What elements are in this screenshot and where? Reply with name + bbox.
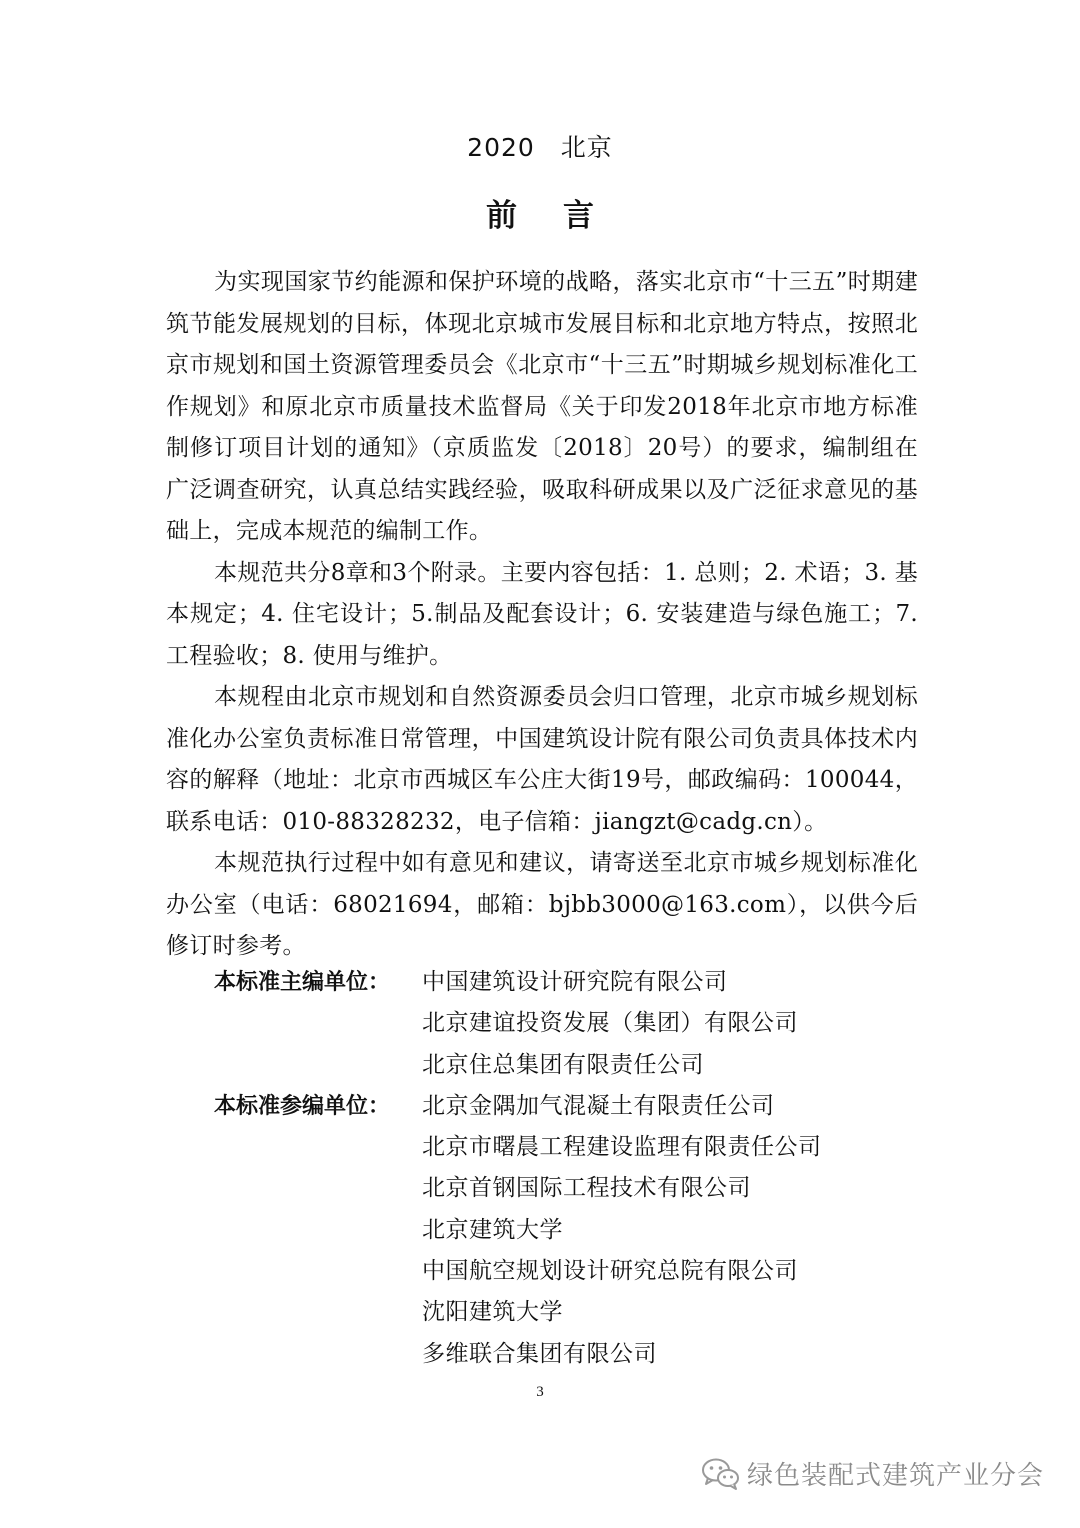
list-item: 北京金隅加气混凝土有限责任公司 [422, 1092, 775, 1119]
list-item: 多维联合集团有限公司 [422, 1340, 657, 1367]
list-item: 沈阳建筑大学 [422, 1299, 563, 1326]
header-city: 北京 [560, 133, 613, 162]
list-item: 北京住总集团有限责任公司 [422, 1051, 704, 1078]
participating-units [214, 1086, 914, 1375]
units-section [214, 962, 914, 1375]
paragraph-feedback: 本规范执行过程中如有意见和建议，请寄送至北京市城乡规划标准化办公室（电话：68021694，邮箱：bjbb3000@163.com），以供今后修订时参考。 [166, 850, 918, 959]
page-number: 3 [536, 1384, 544, 1400]
paragraph-purpose: 为实现国家节约能源和保护环境的战略，落实北京市“十三五”时期建筑节能发展规划的目标，体现北京城市发展目标和北京地方特点，按照北京市规划和国土资源管理委员会《北京市“十三五”时期城乡规划标准化工作规划》和原北京市质量技术监督局《关于印发2018年北京市地方标准制修订项目计划的通知》（京质监发〔2018〕20号）的要求，编制组在广泛调查研究，认真总结实践经验，吸取科研成果以及广泛征求意见的基础上，完成本规范的编制工作。 [166, 269, 918, 544]
participating-units-list [422, 1086, 822, 1375]
chief-units-label: 本标准主编单位： [214, 970, 391, 995]
watermark-text: 绿色装配式建筑产业分会 [746, 1461, 1044, 1491]
header-year: 2020 [467, 133, 535, 162]
chief-units-list [422, 962, 798, 1086]
document-header [0, 128, 1080, 164]
participating-units-label: 本标准参编单位： [214, 1093, 391, 1119]
list-item: 北京市曙晨工程建设监理有限责任公司 [422, 1134, 822, 1161]
foreword-body [166, 262, 918, 968]
list-item: 北京建筑大学 [422, 1216, 563, 1243]
wechat-icon [701, 1457, 741, 1491]
list-item: 中国航空规划设计研究总院有限公司 [422, 1258, 798, 1285]
list-item: 中国建筑设计研究院有限公司 [422, 969, 728, 995]
paragraph-management: 本规程由北京市规划和自然资源委员会归口管理，北京市城乡规划标准化办公室负责标准日常管理，中国建筑设计院有限公司负责具体技术内容的解释（地址：北京市西城区车公庄大街19号，邮政编码：100044，联系电话：010-88328232，电子信箱：jiangzt@cadg.cn）。 [166, 684, 918, 835]
list-item: 北京建谊投资发展（集团）有限公司 [422, 1010, 798, 1037]
chief-units [214, 962, 914, 1086]
paragraph-contents: 本规范共分8章和3个附录。主要内容包括：1. 总则；2. 术语；3. 基本规定；4. 住宅设计；5.制品及配套设计；6. 安装建造与绿色施工；7. 工程验收；8. 使用与维护。 [166, 559, 918, 669]
page-title: 前言 [486, 198, 640, 234]
list-item: 北京首钢国际工程技术有限公司 [422, 1175, 751, 1202]
watermark [701, 1455, 1044, 1492]
